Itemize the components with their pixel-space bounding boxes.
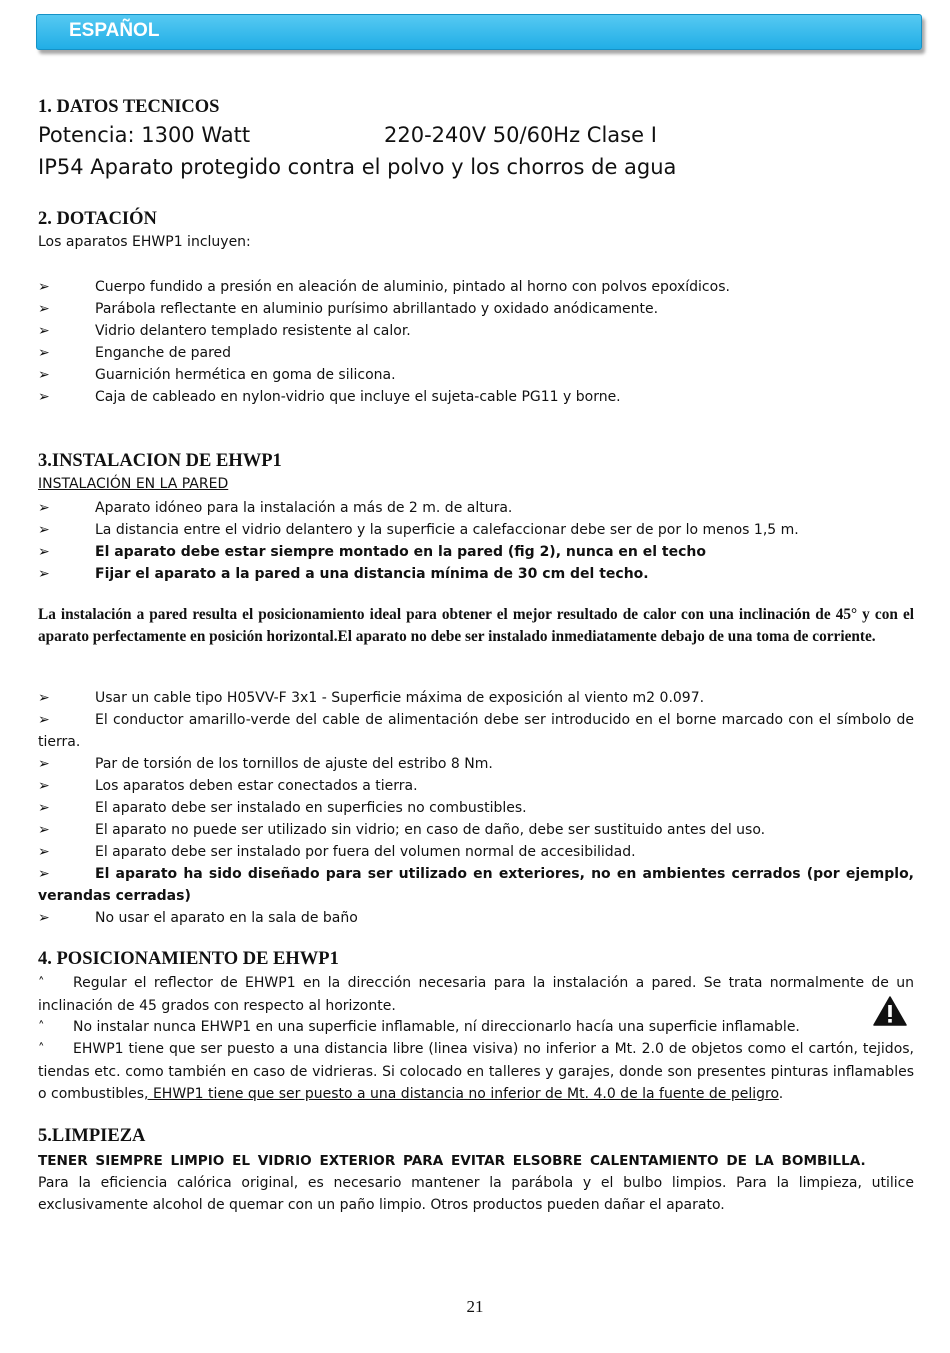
caret-bullet-icon: ˄ bbox=[38, 1042, 45, 1057]
installation-note: La instalación a pared resulta el posicionamiento ideal para obtener el mejor resultado de calor con una inclinación de 45° y con el aparato perfectamente en posición horizontal.El aparato no debe ser instalado inmediatamente debajo de una toma de corriente. bbox=[38, 606, 914, 645]
arrowhead-bullet-icon: ➢ bbox=[38, 367, 50, 383]
arrowhead-bullet-icon: ➢ bbox=[38, 323, 50, 339]
list-item-text: No usar el aparato en la sala de baño bbox=[95, 910, 358, 926]
language-banner bbox=[36, 14, 922, 50]
arrowhead-bullet-icon: ➢ bbox=[38, 690, 50, 706]
caret-bullet-icon: ˄ bbox=[38, 976, 45, 991]
list-item-text: Los aparatos deben estar conectados a tierra. bbox=[95, 778, 418, 794]
list-item-text: Par de torsión de los tornillos de ajuste del estribo 8 Nm. bbox=[95, 756, 493, 772]
section-2-intro: Los aparatos EHWP1 incluyen: bbox=[38, 234, 251, 250]
positioning-item-1: ˄ Regular el reflector de EHWP1 en la dirección necesaria para la instalación a pared. Se trata normalmente de un inclinación de 45 grados con respecto al horizonte. bbox=[38, 975, 914, 1014]
list-item bbox=[38, 298, 914, 320]
list-item bbox=[38, 563, 914, 585]
list-item bbox=[38, 276, 914, 298]
section-3-subheading: INSTALACIÓN EN LA PARED bbox=[38, 476, 229, 492]
arrowhead-bullet-icon: ➢ bbox=[38, 866, 50, 882]
list-item-text: El aparato debe estar siempre montado en la pared (fig 2), nunca en el techo bbox=[95, 544, 706, 560]
list-item bbox=[38, 386, 914, 408]
list-item-text: Fijar el aparato a la pared a una distancia mínima de 30 cm del techo. bbox=[95, 566, 649, 582]
list-item-text: Usar un cable tipo H05VV-F 3x1 - Superficie máxima de exposición al viento m2 0.097. bbox=[95, 690, 705, 706]
list-item bbox=[38, 519, 914, 541]
arrowhead-bullet-icon: ➢ bbox=[38, 279, 50, 295]
list-item-text: El aparato ha sido diseñado para ser utilizado en exteriores, no en ambientes cerrados (por ejemplo, verandas cerradas) bbox=[38, 866, 914, 904]
arrowhead-bullet-icon: ➢ bbox=[38, 522, 50, 538]
list-item bbox=[38, 687, 914, 709]
list-item bbox=[38, 841, 914, 863]
section-5-heading: 5.LIMPIEZA bbox=[38, 1126, 146, 1146]
arrowhead-bullet-icon: ➢ bbox=[38, 756, 50, 772]
caret-bullet-icon: ˄ bbox=[38, 1020, 45, 1035]
arrowhead-bullet-icon: ➢ bbox=[38, 844, 50, 860]
list-item-text: Caja de cableado en nylon-vidrio que incluye el sujeta-cable PG11 y borne. bbox=[95, 389, 621, 405]
list-item-text: El conductor amarillo-verde del cable de alimentación debe ser introducido en el borne marcado con el símbolo de tierra. bbox=[38, 712, 914, 750]
power-spec: Potencia: 1300 Watt bbox=[38, 123, 251, 147]
section-3-heading: 3.INSTALACION DE EHWP1 bbox=[38, 451, 282, 471]
arrowhead-bullet-icon: ➢ bbox=[38, 301, 50, 317]
list-item-text: Aparato idóneo para la instalación a más de 2 m. de altura. bbox=[95, 500, 513, 516]
arrowhead-bullet-icon: ➢ bbox=[38, 544, 50, 560]
list-item-text: El aparato debe ser instalado por fuera del volumen normal de accesibilidad. bbox=[95, 844, 636, 860]
list-item bbox=[38, 342, 914, 364]
list-item-text: Parábola reflectante en aluminio purísimo abrillantado y oxidado anódicamente. bbox=[95, 301, 659, 317]
warning-triangle-icon bbox=[873, 996, 907, 1026]
arrowhead-bullet-icon: ➢ bbox=[38, 345, 50, 361]
arrowhead-bullet-icon: ➢ bbox=[38, 500, 50, 516]
list-item-text: El aparato debe ser instalado en superficies no combustibles. bbox=[95, 800, 527, 816]
list-item bbox=[38, 753, 914, 775]
list-item bbox=[38, 709, 914, 753]
arrowhead-bullet-icon: ➢ bbox=[38, 778, 50, 794]
arrowhead-bullet-icon: ➢ bbox=[38, 566, 50, 582]
ip-spec: IP54 Aparato protegido contra el polvo y los chorros de agua bbox=[38, 155, 677, 179]
positioning-item-3: ˄ EHWP1 tiene que ser puesto a una distancia libre (linea visiva) no inferior a Mt. 2.0 de objetos como el cartón, tejidos, tiendas etc. como también en caso de vidrieras. Si colocado en talleres y garajes, donde son presentes pinturas inflamables o combustibles, EHWP1 tiene que ser puesto a una distancia no inferior de Mt. 4.0 de la fuente de peligro. bbox=[38, 1041, 914, 1102]
arrowhead-bullet-icon: ➢ bbox=[38, 822, 50, 838]
section-1-heading: 1. DATOS TECNICOS bbox=[38, 97, 220, 117]
list-item-text: Vidrio delantero templado resistente al calor. bbox=[95, 323, 411, 339]
arrowhead-bullet-icon: ➢ bbox=[38, 910, 50, 926]
list-item bbox=[38, 819, 914, 841]
list-item bbox=[38, 863, 914, 907]
list-item bbox=[38, 541, 914, 563]
list-item bbox=[38, 364, 914, 386]
arrowhead-bullet-icon: ➢ bbox=[38, 800, 50, 816]
voltage-spec: 220-240V 50/60Hz Clase I bbox=[384, 123, 657, 147]
list-item-text: La distancia entre el vidrio delantero y la superficie a calefaccionar debe ser de por lo menos 1,5 m. bbox=[95, 522, 799, 538]
language-title: ESPAÑOL bbox=[69, 20, 160, 41]
list-item-text: Guarnición hermética en goma de silicona. bbox=[95, 367, 396, 383]
list-item-text: Cuerpo fundido a presión en aleación de aluminio, pintado al horno con polvos epoxídicos. bbox=[95, 279, 730, 295]
list-item bbox=[38, 497, 914, 519]
cleaning-text: Para la eficiencia calórica original, es necesario mantener la parábola y el bulbo limpios. Para la limpieza, utilice exclusivamente alcohol de quemar con un paño limpio. Otros productos pueden dañar el aparato. bbox=[38, 1175, 914, 1213]
list-item-text: Enganche de pared bbox=[95, 345, 232, 361]
page-number: 21 bbox=[466, 1297, 484, 1316]
section-2-heading: 2. DOTACIÓN bbox=[38, 209, 157, 229]
list-item bbox=[38, 797, 914, 819]
list-item bbox=[38, 320, 914, 342]
list-item-text: El aparato no puede ser utilizado sin vidrio; en caso de daño, debe ser sustituido antes del uso. bbox=[95, 822, 766, 838]
arrowhead-bullet-icon: ➢ bbox=[38, 712, 50, 728]
cleaning-warning: TENER SIEMPRE LIMPIO EL VIDRIO EXTERIOR PARA EVITAR ELSOBRE CALENTAMIENTO DE LA BOMBILLA. bbox=[38, 1153, 866, 1169]
arrowhead-bullet-icon: ➢ bbox=[38, 389, 50, 405]
section-4-heading: 4. POSICIONAMIENTO DE EHWP1 bbox=[38, 949, 339, 969]
positioning-item-2: ˄ No instalar nunca EHWP1 en una superficie inflamable, ní direccionarlo hacía una superficie inflamable. bbox=[38, 1016, 858, 1039]
list-item bbox=[38, 775, 914, 797]
list-item bbox=[38, 907, 914, 929]
